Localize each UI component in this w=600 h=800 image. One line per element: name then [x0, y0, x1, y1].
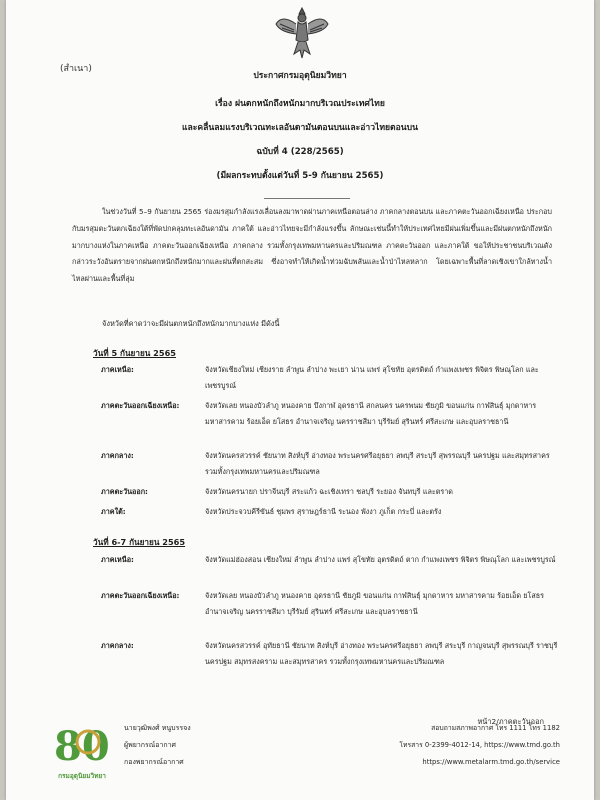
region-provinces: จังหวัดเชียงใหม่ เชียงราย ลำพูน ลำปาง พะเยา น่าน แพร่ สุโขทัย อุตรดิตถ์ กำแพงเพชร พิจิตร พิษณุโลก และเพชรบูรณ์ [205, 365, 539, 390]
tmd-80-anniversary-logo-icon [50, 718, 114, 782]
logo-caption: กรมอุตุนิยมวิทยา [58, 772, 106, 780]
subject-line-2: และคลื่นลมแรงบริเวณทะเลอันดามันตอนบนและอ่าวไทยตอนบน [181, 123, 418, 133]
region-row [93, 552, 563, 568]
region-provinces: จังหวัดนครนายก ปราจีนบุรี สระแก้ว ฉะเชิงเทรา ชลบุรี ระยอง จันทบุรี และตราด [205, 487, 453, 496]
section-date: วันที่ 6-7 กันยายน 2565 [93, 537, 186, 547]
region-label: ภาคตะวันออกเฉียงเหนือ: [101, 401, 180, 410]
contact-phone: สอบถามสภาพอากาศ โทร 1111 โทร 1182 [431, 724, 560, 732]
continued-marker: หน้า2/ภาคตะวันออก [477, 717, 544, 726]
region-provinces: จังหวัดนครสวรรค์ ชัยนาท สิงห์บุรี อ่างทอง พระนครศรีอยุธยา ลพบุรี สระบุรี สุพรรณบุรี นครปฐม และสมุทรสาคร รวมทั้งกรุงเทพมหานครและปริมณฑล [205, 451, 550, 476]
effective-dates: (มีผลกระทบตั้งแต่วันที่ 5-9 กันยายน 2565) [216, 171, 384, 181]
region-row [93, 448, 563, 479]
signature-block [124, 720, 191, 771]
region-label: ภาคกลาง: [101, 641, 134, 650]
region-label: ภาคตะวันออก: [101, 487, 148, 496]
issue-number: ฉบับที่ 4 (228/2565) [256, 147, 344, 157]
region-row [93, 504, 563, 520]
signer-position: ผู้พยากรณ์อากาศ [124, 741, 176, 749]
contact-service-link[interactable]: https://www.metalarm.tmd.go.th/service [422, 758, 560, 766]
garuda-emblem-icon [272, 2, 332, 64]
region-row [93, 638, 563, 669]
region-row [93, 484, 563, 500]
region-row [93, 588, 563, 619]
document-page [6, 0, 594, 800]
subject-line: เรื่อง ฝนตกหนักถึงหนักมากบริเวณประเทศไทย [215, 99, 385, 109]
region-row [93, 362, 563, 393]
region-provinces: จังหวัดเลย หนองบัวลำภู หนองคาย อุดรธานี ชัยภูมิ ขอนแก่น กาฬสินธุ์ มุกดาหาร มหาสารคาม ร้อยเอ็ด ยโสธร อำนาจเจริญ นครราชสีมา บุรีรัมย์ สุรินทร์ ศรีสะเกษ และอุบลราชธานี [205, 591, 544, 616]
announcement-title: ประกาศกรมอุตุนิยมวิทยา [253, 71, 347, 81]
region-label: ภาคกลาง: [101, 451, 134, 460]
signer-division: กองพยากรณ์อากาศ [124, 758, 184, 766]
region-label: ภาคตะวันออกเฉียงเหนือ: [101, 591, 180, 600]
section-date: วันที่ 5 กันยายน 2565 [93, 348, 176, 358]
divider [264, 198, 350, 199]
region-label: ภาคเหนือ: [101, 365, 134, 374]
body-paragraph: ในช่วงวันที่ 5–9 กันยายน 2565 ร่องมรสุมกำลังแรงเลื่อนลงมาพาดผ่านภาคเหนือตอนล่าง ภาคกลางตอนบน และภาคตะวันออกเฉียงเหนือ ประกอบกับมรสุมตะวันตกเฉียงใต้ที่พัดปกคลุมทะเลอันดามัน ภาคใต้ และอ่าวไทยจะมีกำลังแรงขึ้น ลักษณะเช่นนี้ทำให้ประเทศไทยมีฝนเพิ่มขึ้นและมีฝนตกหนักถึงหนักมากบางแห่งในภาคเหนือ ภาคตะวันออกเฉียงเหนือ ภาคกลาง รวมทั้งกรุงเทพมหานครและปริมณฑล ภาคตะวันออก และภาคใต้ ขอให้ประชาชนบริเวณดังกล่าวระวังอันตรายจากฝนตกหนักถึงหนักมากและฝนที่ตกสะสม ซึ่งอาจทำให้เกิดน้ำท่วมฉับพลันและน้ำป่าไหลหลาก โดยเฉพาะพื้นที่ลาดเชิงเขาใกล้ทางน้ำไหลผ่านและพื้นที่ลุ่ม [72, 207, 552, 284]
logo-number: 80 [54, 723, 110, 770]
signer-name: นายวุฒิพงศ์ หนูบรรจง [124, 724, 191, 732]
region-row [93, 398, 563, 429]
region-label: ภาคเหนือ: [101, 555, 134, 564]
region-provinces: จังหวัดแม่ฮ่องสอน เชียงใหม่ ลำพูน ลำปาง แพร่ สุโขทัย อุตรดิตถ์ ตาก กำแพงเพชร พิจิตร พิษณุโลก และเพชรบูรณ์ [205, 555, 556, 564]
provinces-intro: จังหวัดที่คาดว่าจะมีฝนตกหนักถึงหนักมากบางแห่ง มีดังนี้ [102, 319, 280, 328]
region-provinces: จังหวัดประจวบคีรีขันธ์ ชุมพร สุราษฎร์ธานี ระนอง พังงา ภูเก็ต กระบี่ และตรัง [205, 507, 442, 516]
region-label: ภาคใต้: [101, 507, 126, 516]
contact-fax-web[interactable]: โทรสาร 0-2399-4012-14, https://www.tmd.go.th [399, 741, 560, 749]
contact-block [399, 720, 560, 771]
region-provinces: จังหวัดนครสวรรค์ อุทัยธานี ชัยนาท สิงห์บุรี อ่างทอง พระนครศรีอยุธยา ลพบุรี สระบุรี กาญจนบุรี สุพรรณบุรี ราชบุรี นครปฐม สมุทรสงคราม และสมุทรสาคร รวมทั้งกรุงเทพมหานครและปริมณฑล [205, 641, 558, 666]
copy-mark: (สำเนา) [60, 64, 92, 74]
region-provinces: จังหวัดเลย หนองบัวลำภู หนองคาย บึงกาฬ อุดรธานี สกลนคร นครพนม ชัยภูมิ ขอนแก่น กาฬสินธุ์ มุกดาหาร มหาสารคาม ร้อยเอ็ด ยโสธร อำนาจเจริญ นครราชสีมา บุรีรัมย์ สุรินทร์ ศรีสะเกษ และอุบลราชธานี [205, 401, 537, 426]
